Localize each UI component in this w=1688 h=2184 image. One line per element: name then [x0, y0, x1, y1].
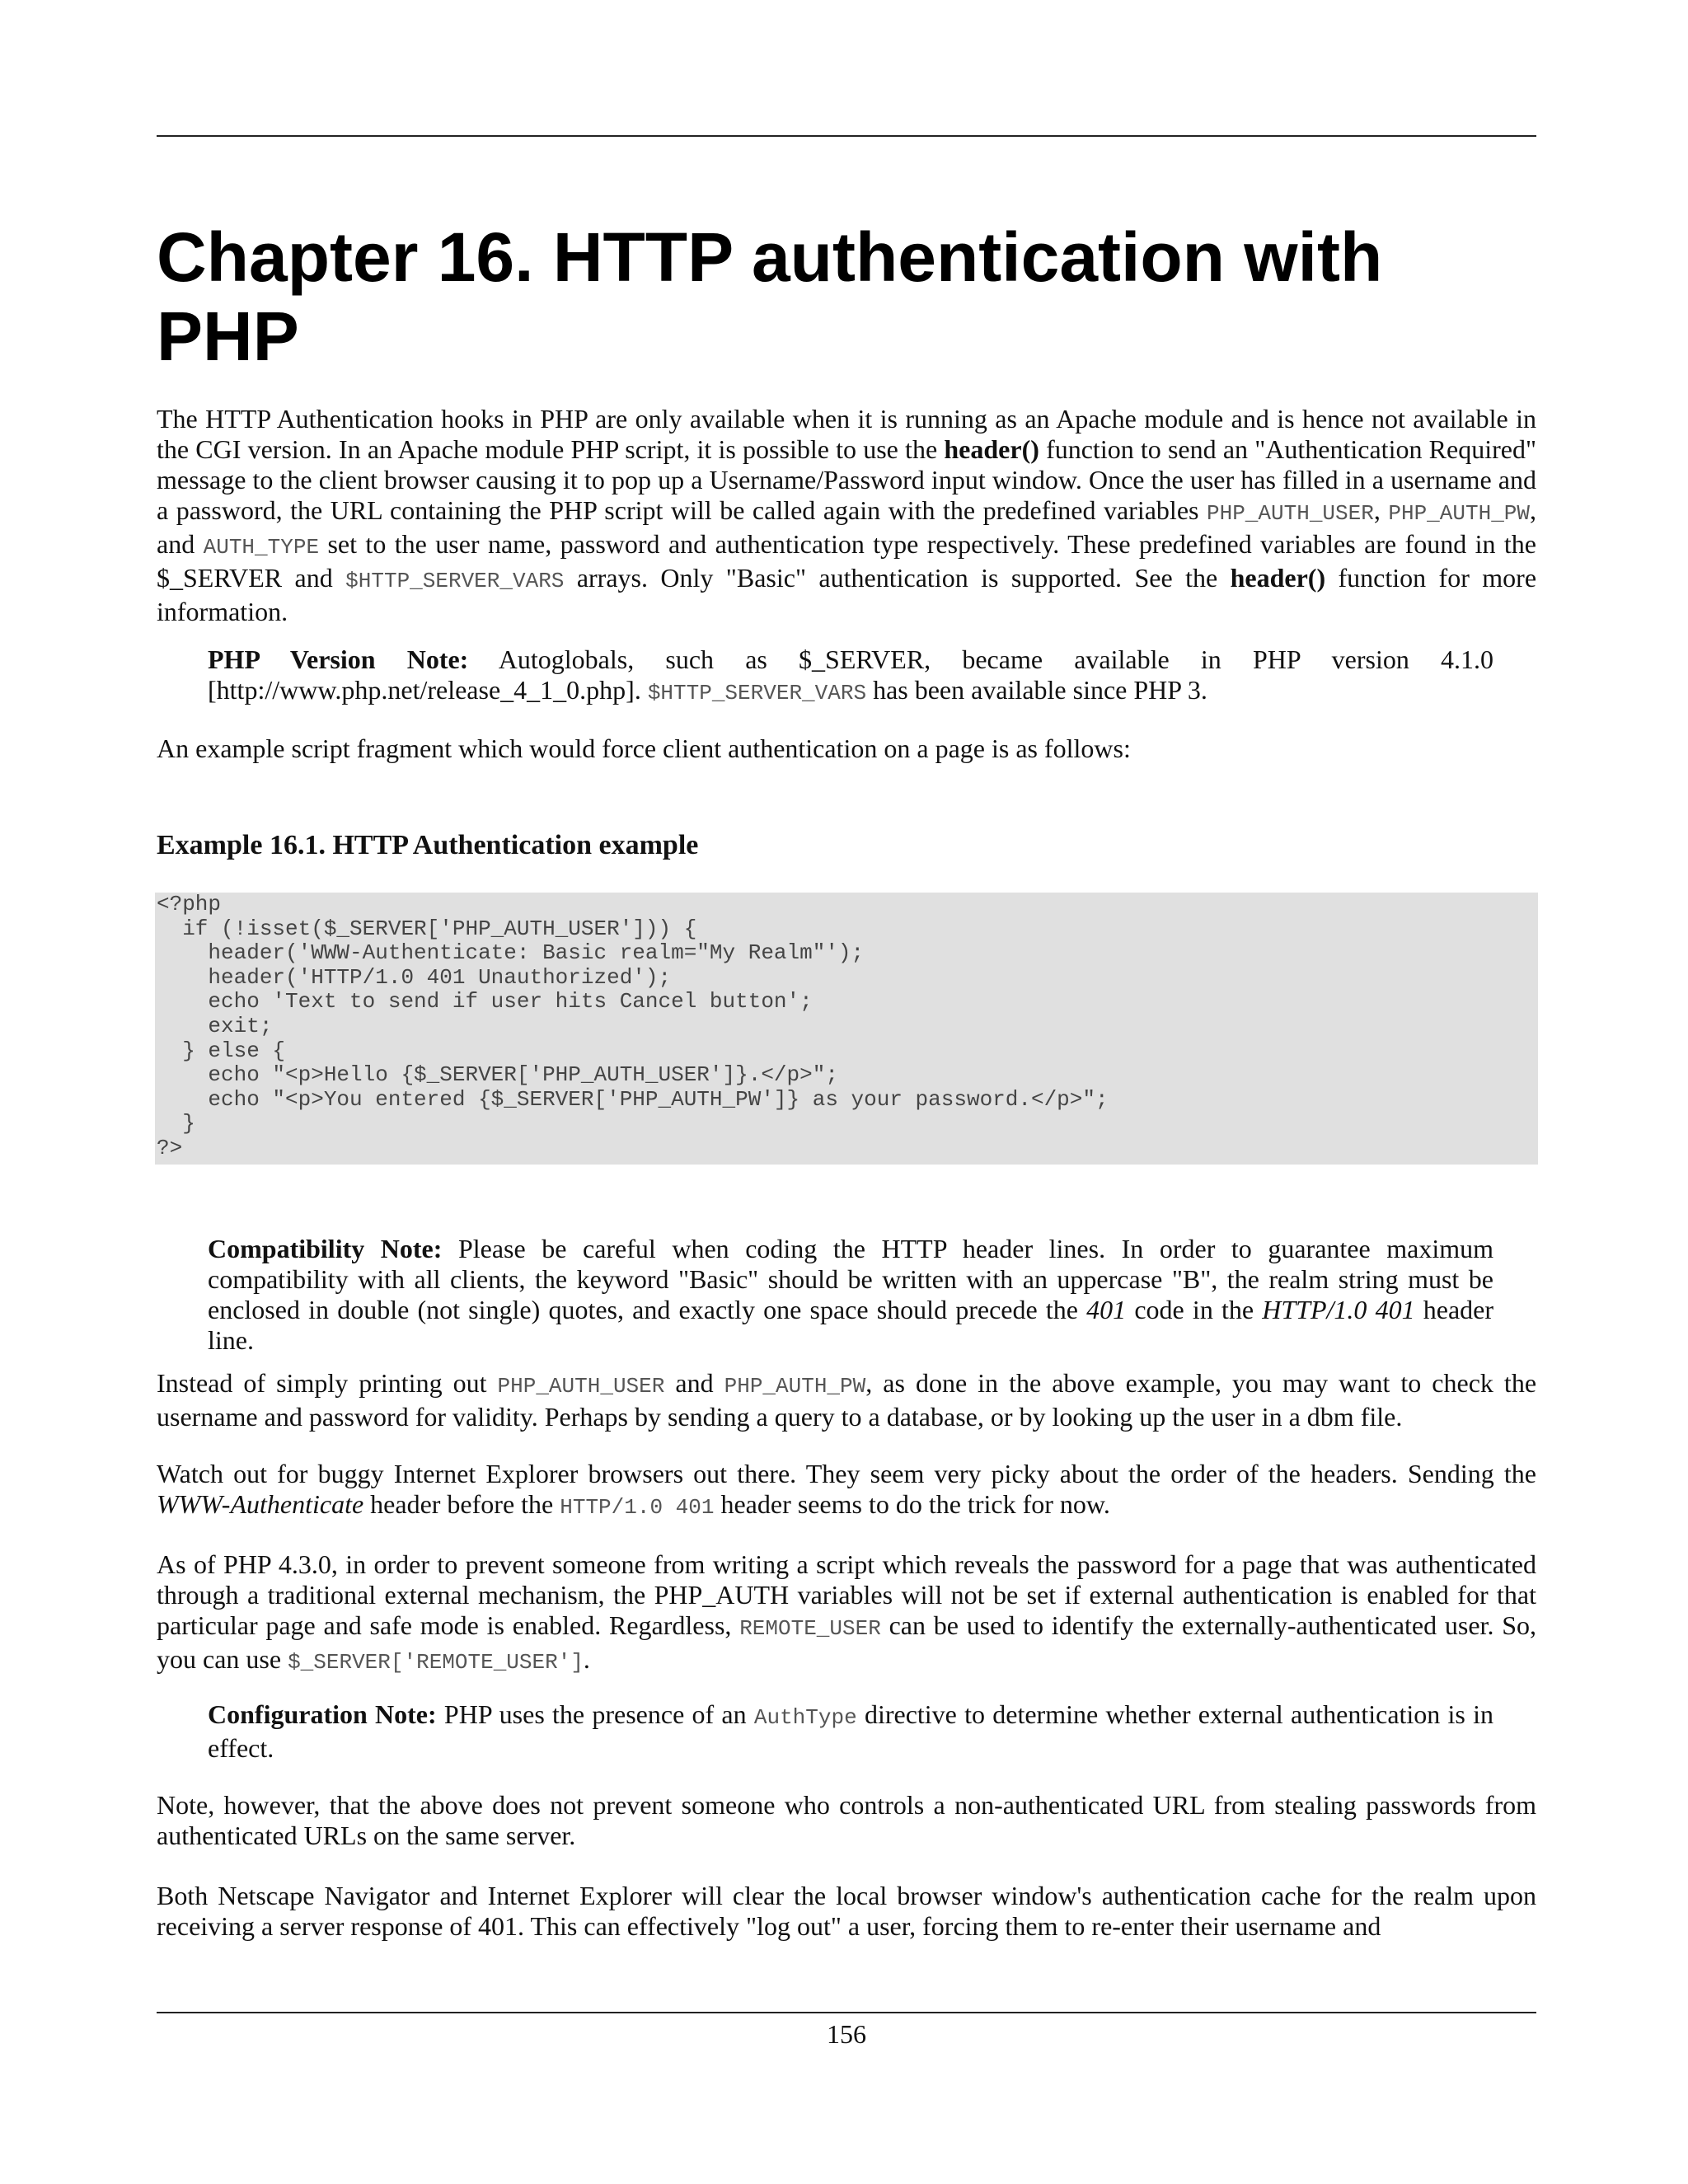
code-literal: PHP_AUTH_USER [1207, 501, 1374, 526]
code-literal: PHP_AUTH_PW [1388, 501, 1531, 526]
text-run: The HTTP Authentication hooks in PHP are only available when it is running as an Apache module and is hence not available in the CGI version. In an Apache module PHP script, it is possible to use the [157, 404, 1536, 464]
italic-term: 401 [1086, 1295, 1127, 1324]
text-run: , and [157, 495, 1537, 559]
text-run: As of PHP 4.3.0, in order to prevent someone from writing a script which reveals the password for a page that was authenticated through a traditional external mechanism, the PHP_AUTH variables will not be set if external authentication is enabled for that particular page and safe mode is enabled. Regardless, [157, 1549, 1536, 1640]
version-note [208, 644, 1493, 709]
text-run: . [583, 1644, 590, 1674]
text-run: header before the [363, 1489, 560, 1519]
code-listing: <?php if (!isset($_SERVER['PHP_AUTH_USER'])) { header('WWW-Authenticate: Basic realm="My Realm"'); header('HTTP/1.0 401 Unauthorized'); echo 'Text to send if user hits Cancel button'; exit; } else { echo "<p>Hello {$_SERVER['PHP_AUTH_USER']}.</p>"; echo "<p>You entered {$_SERVER['PHP_AUTH_PW']} as your password.</p>"; } ?> [157, 892, 1109, 1160]
italic-term: WWW-Authenticate [157, 1489, 364, 1519]
code-literal: AUTH_TYPE [203, 535, 320, 560]
text-run: Please be careful when coding the HTTP header lines. In order to guarantee maximum compatibility with all clients, the keyword "Basic" should be written with an uppercase "B", the realm string must be enclosed in double (not single) quotes, and exactly one space should precede the [208, 1234, 1494, 1324]
code-literal: $HTTP_SERVER_VARS [647, 681, 867, 705]
code-literal: REMOTE_USER [739, 1616, 881, 1641]
validity-check-paragraph [157, 1368, 1536, 1432]
footer-rule [157, 2012, 1536, 2013]
internet-explorer-paragraph [157, 1459, 1536, 1523]
intro-paragraph [157, 404, 1536, 627]
note-paragraph: Note, however, that the above does not prevent someone who controls a non-authenticated URL from stealing passwords from authenticated URLs on the same server. [157, 1790, 1536, 1850]
text-run: set to the user name, password and authentication type respectively. These predefined variables are found in the $_SERVER and [157, 529, 1537, 593]
text-run: , as done in the above example, you may want to check the username and password for validity. Perhaps by sending a query to a database, or by looking up the user in a dbm file. [157, 1368, 1537, 1432]
php-430-paragraph [157, 1549, 1536, 1678]
text-run: can be used to identify the externally-authenticated user. So, you can use [157, 1610, 1537, 1674]
note-label: Configuration Note: [208, 1699, 437, 1729]
compatibility-note [208, 1234, 1493, 1356]
text-run: function to send an "Authentication Required" message to the client browser causing it to pop up a Username/Password input window. Once the user has filled in a username and a password, the URL containing the PHP script will be called again with the predefined variables [157, 434, 1537, 525]
text-run: has been available since PHP 3. [866, 675, 1207, 705]
text-run: directive to determine whether external authentication is in effect. [208, 1699, 1494, 1763]
text-run: header line. [208, 1295, 1494, 1355]
header-rule [157, 135, 1536, 137]
configuration-note [208, 1699, 1493, 1764]
function-name: header() [1230, 563, 1326, 593]
code-literal: $_SERVER['REMOTE_USER'] [288, 1650, 584, 1675]
logout-paragraph: Both Netscape Navigator and Internet Explorer will clear the local browser window's authentication cache for the realm upon receiving a server response of 401. This can effectively "log out" a user, forcing them to re-enter their username and [157, 1881, 1536, 1941]
code-literal: $HTTP_SERVER_VARS [345, 569, 565, 593]
code-block [155, 893, 1538, 1165]
italic-term: HTTP/1.0 401 [1262, 1295, 1415, 1324]
example-title: Example 16.1. HTTP Authentication example [157, 830, 699, 860]
code-literal: HTTP/1.0 401 [560, 1495, 715, 1520]
text-run: Instead of simply printing out [157, 1368, 498, 1398]
text-run: PHP uses the presence of an [436, 1699, 754, 1729]
chapter-title: Chapter 16. HTTP authentication with PHP [157, 218, 1383, 375]
page-number: 156 [827, 2019, 866, 2049]
note-label: Compatibility Note: [208, 1234, 443, 1263]
note-label: PHP Version Note: [208, 644, 469, 674]
text-run: Watch out for buggy Internet Explorer browsers out there. They seem very picky about the order of the headers. Sending the [157, 1459, 1536, 1488]
function-name: header() [944, 434, 1039, 464]
code-literal: PHP_AUTH_USER [497, 1374, 665, 1399]
example-intro-paragraph: An example script fragment which would force client authentication on a page is as follows: [157, 733, 1131, 763]
text-run: arrays. Only "Basic" authentication is supported. See the [564, 563, 1231, 593]
text-run: code in the [1126, 1295, 1263, 1324]
text-run: , [1373, 495, 1389, 525]
code-literal: AuthType [753, 1705, 857, 1730]
text-run: Autoglobals, such as $_SERVER, became available in PHP version 4.1.0 [http://www.php.net/release_4_1_0.php]. [208, 644, 1494, 705]
document-page [157, 0, 1536, 2184]
text-run: and [664, 1368, 724, 1398]
code-literal: PHP_AUTH_PW [724, 1374, 866, 1399]
text-run: header seems to do the trick for now. [714, 1489, 1110, 1519]
text-run: function for more information. [157, 563, 1537, 626]
